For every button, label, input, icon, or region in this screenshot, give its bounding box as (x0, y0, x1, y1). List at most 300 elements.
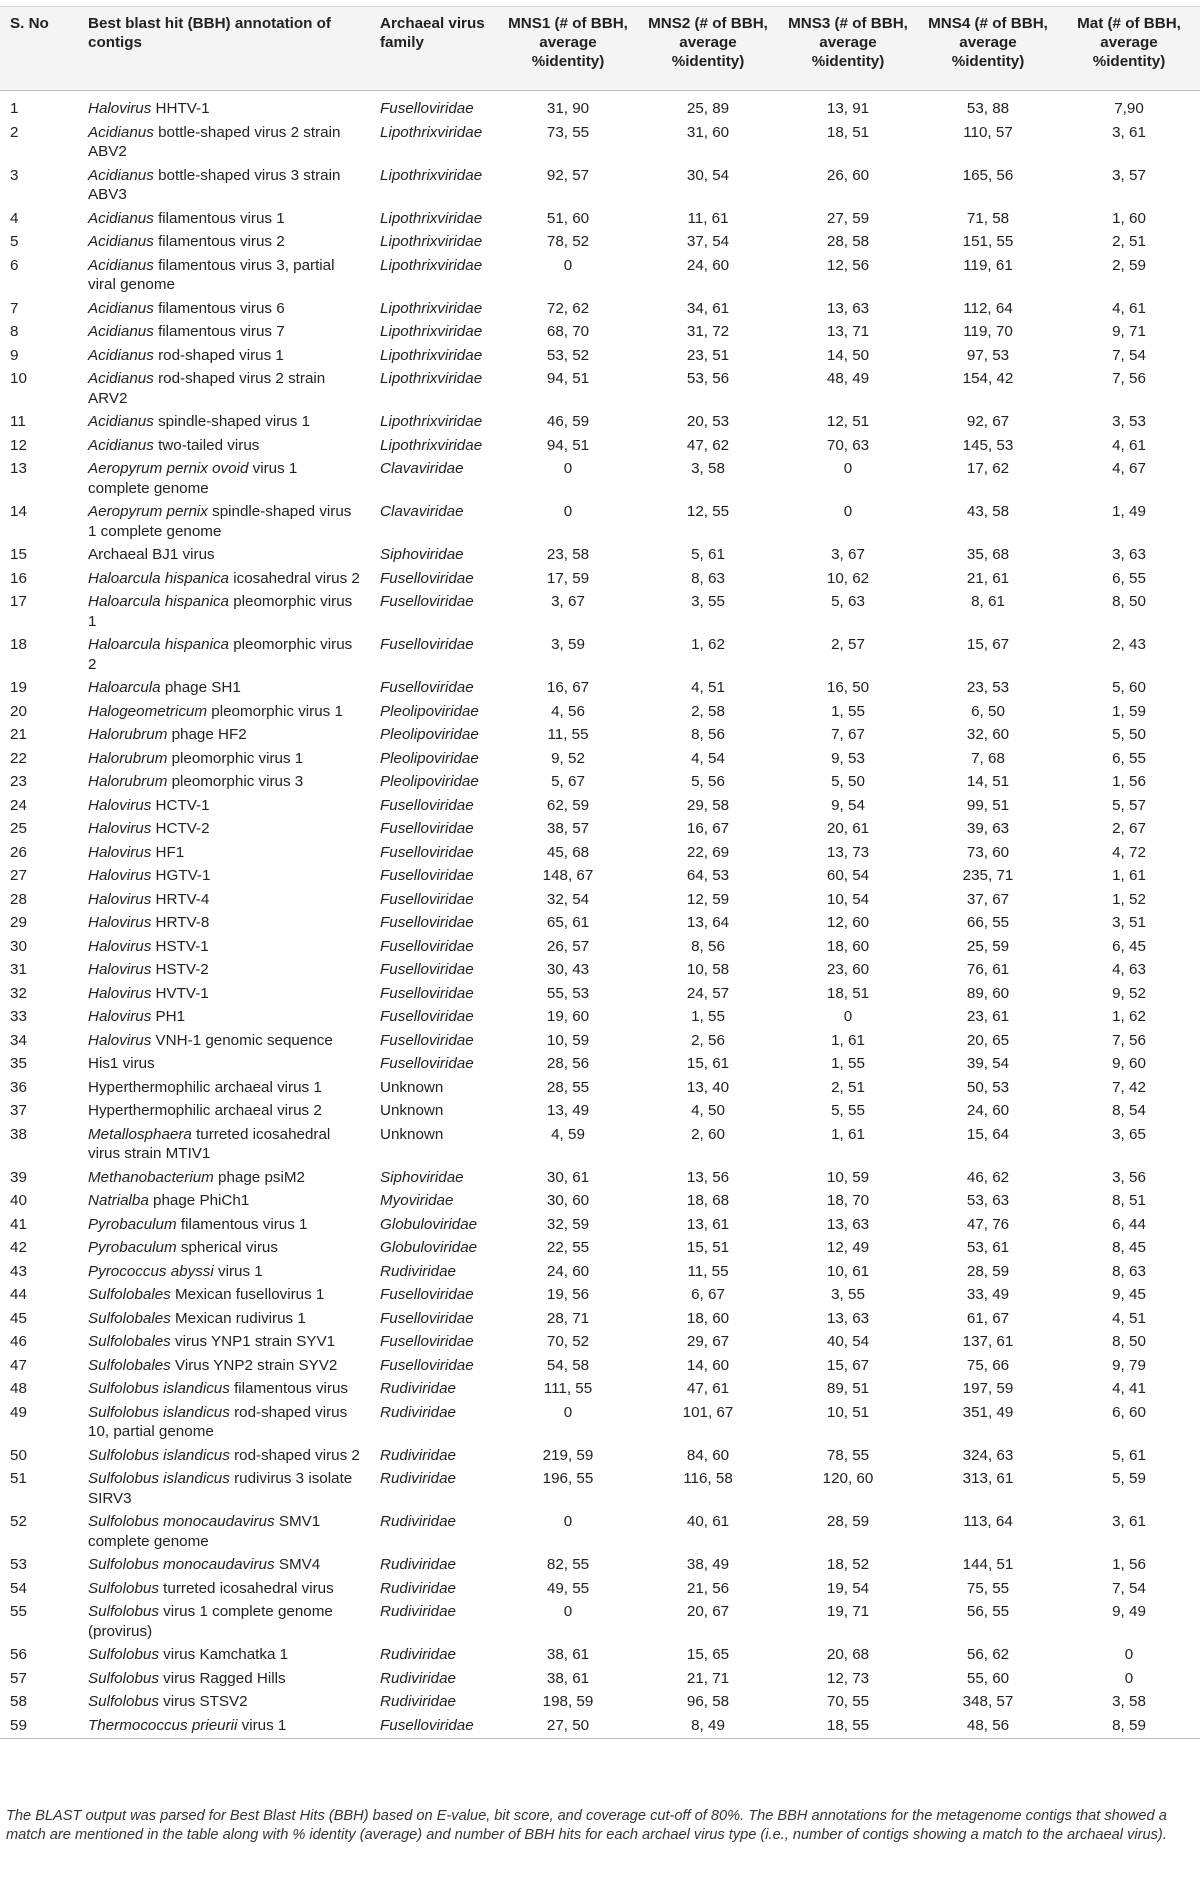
cell-mns4: 50, 53 (966, 1078, 1010, 1096)
species-name: Halovirus (88, 1008, 152, 1025)
cell-family: Lipothrixviridae (380, 166, 483, 184)
cell-mns1: 78, 52 (546, 233, 590, 250)
cell-mns1: 26, 57 (546, 937, 590, 955)
table-row (0, 1003, 1200, 1027)
species-name: Natrialba (88, 1192, 149, 1209)
cell-mns4: 97, 53 (966, 346, 1010, 364)
cell-mns1: 11, 55 (547, 726, 589, 743)
cell-annotation (78, 541, 370, 565)
cell-mns1: 23, 58 (546, 546, 590, 563)
species-name: Halorubrum (88, 749, 168, 767)
annotation-text: HSTV-1 (151, 937, 209, 955)
cell-mat: 5, 50 (1112, 726, 1146, 743)
species-name: Sulfolobales (88, 1309, 171, 1327)
cell-mns3: 13, 71 (826, 323, 870, 340)
cell-annotation (78, 1027, 370, 1051)
cell-mns4: 43, 58 (966, 503, 1010, 520)
cell-mns2: 2, 60 (691, 1125, 725, 1143)
cell-mns1: 0 (563, 1403, 573, 1421)
annotation-text: filamentous virus 7 (153, 323, 285, 340)
cell-mns2: 22, 69 (686, 843, 730, 861)
cell-mat: 1, 56 (1112, 773, 1146, 790)
cell-mns3: 3, 55 (831, 1286, 865, 1303)
annotation-text: Mexican rudivirus 1 (170, 1309, 306, 1327)
cell-annotation (78, 674, 370, 698)
cell-annotation (78, 1551, 370, 1575)
cell-annotation (78, 1003, 370, 1027)
cell-sno: 32 (10, 984, 27, 1002)
species-name: Aeropyrum pernix ovoid (88, 460, 249, 477)
species-name: Acidianus (88, 233, 154, 250)
table-row (0, 745, 1200, 769)
cell-sno: 5 (10, 233, 19, 250)
cell-mns4: 313, 61 (962, 1470, 1014, 1487)
annotation-text: filamentous virus 1 (176, 1215, 308, 1233)
table-row (0, 432, 1200, 456)
cell-mns3: 18, 51 (826, 123, 870, 141)
table-row (0, 1508, 1200, 1551)
annotation-text: spindle-shaped virus 1 complete genome (88, 503, 352, 540)
cell-sno: 37 (10, 1102, 27, 1119)
species-name: Haloarcula (88, 679, 161, 696)
cell-mns2: 13, 56 (686, 1168, 730, 1186)
cell-mat: 3, 56 (1112, 1168, 1146, 1186)
cell-mns3: 48, 49 (826, 370, 870, 387)
table-row (0, 1641, 1200, 1665)
table-row (0, 1328, 1200, 1352)
species-name: Halovirus (88, 820, 152, 837)
cell-sno: 31 (10, 961, 27, 978)
cell-mns2: 3, 55 (691, 593, 725, 610)
cell-sno: 28 (10, 890, 27, 908)
cell-mns4: 24, 60 (966, 1102, 1010, 1119)
cell-mat: 7, 56 (1112, 370, 1146, 387)
annotation-text: virus 1 (213, 1262, 263, 1280)
cell-annotation (78, 980, 370, 1004)
cell-mat: 2, 51 (1112, 233, 1146, 250)
table-row (0, 1258, 1200, 1282)
cell-mns4: 197, 59 (962, 1380, 1014, 1397)
cell-mat: 8, 50 (1112, 1333, 1146, 1350)
cell-sno: 53 (10, 1556, 27, 1573)
cell-mat: 3, 53 (1112, 413, 1146, 430)
cell-sno: 14 (10, 503, 27, 520)
species-name: Acidianus (88, 123, 154, 141)
cell-family: Unknown (380, 1078, 444, 1096)
cell-annotation (78, 1665, 370, 1689)
cell-mns2: 8, 56 (691, 726, 725, 743)
annotation-text: Hyperthermophilic archaeal virus 1 (88, 1078, 322, 1096)
cell-mns3: 23, 60 (826, 961, 870, 978)
cell-family: Rudiviridae (380, 1403, 456, 1421)
cell-mns2: 2, 56 (691, 1031, 725, 1049)
cell-mns3: 10, 54 (826, 890, 870, 908)
annotation-text: phage SH1 (160, 679, 241, 696)
cell-mns3: 12, 49 (826, 1239, 870, 1256)
cell-mns1: 30, 43 (546, 961, 590, 978)
cell-mns3: 2, 51 (831, 1078, 865, 1096)
cell-family: Fuselloviridae (380, 796, 474, 814)
cell-mns4: 113, 64 (963, 1513, 1013, 1530)
cell-annotation (78, 1575, 370, 1599)
cell-mat: 2, 43 (1112, 636, 1146, 653)
cell-mns1: 53, 52 (546, 346, 590, 364)
cell-mns1: 27, 50 (498, 1712, 638, 1739)
cell-sno: 25 (10, 820, 27, 837)
species-name: Sulfolobus islandicus (88, 1380, 230, 1397)
cell-mns1: 62, 59 (546, 796, 590, 814)
header-mat: Mat (# of BBH, average %identity) (1058, 7, 1200, 91)
cell-mns1: 51, 60 (546, 209, 590, 227)
cell-annotation (78, 365, 370, 408)
cell-annotation (78, 1121, 370, 1164)
annotation-text: HGTV-1 (151, 867, 211, 884)
cell-mns4: 37, 67 (966, 890, 1010, 908)
cell-family: Siphoviridae (380, 546, 464, 563)
cell-mns3: 18, 51 (826, 984, 870, 1002)
cell-mns3: 12, 60 (826, 914, 870, 931)
cell-mns3: 70, 63 (826, 436, 870, 454)
cell-family: Myoviridae (380, 1192, 454, 1209)
annotation-text: filamentous virus 6 (153, 299, 285, 317)
cell-mns3: 70, 55 (826, 1693, 870, 1710)
table-row (0, 1575, 1200, 1599)
cell-family: Fuselloviridae (380, 100, 474, 117)
cell-sno: 47 (10, 1356, 27, 1374)
table-row (0, 674, 1200, 698)
cell-mat: 6, 44 (1112, 1215, 1146, 1233)
cell-mat: 9, 49 (1112, 1603, 1146, 1620)
species-name: Thermococcus prieurii (88, 1716, 238, 1734)
annotation-text: pleomorphic virus 1 (88, 593, 353, 630)
table-row (0, 792, 1200, 816)
table-row (0, 1352, 1200, 1376)
cell-mns1: 9, 52 (551, 749, 585, 767)
cell-sno: 54 (10, 1579, 27, 1597)
cell-family: Unknown (380, 1102, 444, 1119)
table-row (0, 1121, 1200, 1164)
table-row (0, 815, 1200, 839)
cell-mns1: 45, 68 (546, 843, 590, 861)
cell-sno: 6 (10, 256, 19, 274)
cell-sno: 39 (10, 1168, 27, 1186)
species-name: Sulfolobales (88, 1356, 171, 1374)
cell-mat: 8, 59 (1058, 1712, 1200, 1739)
cell-sno: 18 (10, 636, 27, 653)
cell-mns3: 2, 57 (831, 636, 865, 653)
cell-family: Fuselloviridae (380, 1286, 474, 1303)
cell-mns4: 56, 62 (966, 1646, 1010, 1663)
cell-mat: 7, 54 (1112, 346, 1146, 364)
cell-annotation (78, 162, 370, 205)
cell-mns4: 39, 54 (966, 1055, 1010, 1072)
annotation-text: virus 1 complete genome (provirus) (88, 1603, 333, 1640)
cell-mns4: 73, 60 (966, 843, 1010, 861)
cell-mat: 3, 58 (1112, 1693, 1146, 1710)
annotation-text: filamentous virus 1 (153, 209, 285, 227)
table-row (0, 980, 1200, 1004)
cell-family: Pleolipoviridae (380, 726, 479, 743)
cell-mns3: 18, 60 (826, 937, 870, 955)
cell-annotation (78, 631, 370, 674)
cell-mns4: 53, 63 (966, 1192, 1010, 1209)
cell-sno: 20 (10, 702, 27, 720)
species-name: Halovirus (88, 867, 152, 884)
cell-annotation (78, 1164, 370, 1188)
table-row (0, 1442, 1200, 1466)
cell-mns4: 110, 57 (963, 123, 1013, 141)
cell-mns4: 21, 61 (966, 569, 1010, 587)
cell-annotation (78, 956, 370, 980)
cell-family: Siphoviridae (380, 1168, 464, 1186)
cell-mat: 8, 51 (1112, 1192, 1146, 1209)
cell-mns1: 219, 59 (542, 1446, 594, 1464)
annotation-text: pleomorphic virus 1 (167, 749, 304, 767)
cell-mns4: 6, 50 (971, 702, 1005, 720)
cell-family: Lipothrixviridae (380, 123, 483, 141)
cell-mat: 0 (1124, 1646, 1134, 1663)
cell-sno: 1 (10, 100, 19, 117)
cell-mns1: 111, 55 (543, 1380, 593, 1397)
cell-sno: 34 (10, 1031, 27, 1049)
cell-mns1: 32, 54 (546, 890, 590, 908)
annotation-text: virus Ragged Hills (158, 1669, 286, 1687)
cell-family: Fuselloviridae (380, 1356, 474, 1374)
annotation-text: HRTV-8 (151, 914, 210, 931)
cell-mns1: 17, 59 (546, 569, 590, 587)
cell-mns2: 5, 56 (691, 773, 725, 790)
cell-sno: 58 (10, 1693, 27, 1710)
annotation-text: two-tailed virus (153, 436, 260, 454)
cell-annotation (78, 588, 370, 631)
species-name: Acidianus (88, 346, 154, 364)
species-name: Pyrococcus abyssi (88, 1262, 214, 1280)
species-name: Sulfolobus (88, 1603, 159, 1620)
cell-annotation (78, 432, 370, 456)
cell-mns3: 15, 67 (826, 1356, 870, 1374)
cell-sno: 41 (10, 1215, 27, 1233)
cell-mns2: 4, 50 (691, 1102, 725, 1119)
table-row (0, 909, 1200, 933)
cell-mns4: 33, 49 (966, 1286, 1010, 1303)
cell-mns2: 4, 54 (691, 749, 725, 767)
table-row (0, 1097, 1200, 1121)
cell-sno: 22 (10, 749, 27, 767)
cell-mns1: 30, 60 (546, 1192, 590, 1209)
species-name: Sulfolobus islandicus (88, 1470, 230, 1487)
cell-sno: 2 (10, 123, 19, 141)
cell-family: Fuselloviridae (370, 1712, 498, 1739)
species-name: Metallosphaera (88, 1125, 192, 1143)
cell-mns4: 75, 66 (966, 1356, 1010, 1374)
cell-mat: 3, 61 (1112, 123, 1146, 141)
cell-mns1: 24, 60 (546, 1262, 590, 1280)
cell-mns1: 4, 59 (551, 1125, 585, 1143)
annotation-text: rod-shaped virus 2 (229, 1446, 360, 1464)
annotation-text: rod-shaped virus 1 (153, 346, 284, 364)
cell-mns2: 8, 63 (691, 569, 725, 587)
cell-mns3: 13, 63 (826, 1309, 870, 1327)
cell-mns2: 25, 89 (686, 100, 730, 117)
cell-mat: 5, 59 (1112, 1470, 1146, 1487)
cell-sno: 52 (10, 1513, 27, 1530)
cell-mns4: 46, 62 (966, 1168, 1010, 1186)
cell-mns4: 7, 68 (971, 749, 1005, 767)
bbh-table (0, 6, 1200, 1739)
cell-family: Rudiviridae (380, 1446, 456, 1464)
cell-mns4: 32, 60 (966, 726, 1010, 743)
cell-mns1: 38, 61 (546, 1669, 590, 1687)
cell-mns1: 92, 57 (546, 166, 590, 184)
cell-sno: 7 (10, 299, 19, 317)
cell-mns4: 145, 53 (962, 436, 1014, 454)
cell-mns2: 116, 58 (683, 1470, 733, 1487)
cell-mns1: 94, 51 (546, 370, 590, 387)
cell-family: Pleolipoviridae (380, 749, 479, 767)
cell-family: Pleolipoviridae (380, 773, 479, 790)
species-name: Sulfolobus (88, 1579, 159, 1597)
cell-mat: 3, 65 (1112, 1125, 1146, 1143)
cell-mns1: 54, 58 (546, 1356, 590, 1374)
cell-annotation (78, 721, 370, 745)
table-row (0, 365, 1200, 408)
cell-mns2: 12, 59 (686, 890, 730, 908)
cell-mns3: 12, 51 (826, 413, 870, 430)
cell-family: Clavaviridae (380, 503, 464, 520)
cell-mns2: 20, 53 (686, 413, 730, 430)
cell-mns1: 0 (563, 460, 573, 477)
cell-sno: 24 (10, 796, 27, 814)
species-name: Halovirus (88, 796, 152, 814)
cell-family: Lipothrixviridae (380, 346, 483, 364)
cell-mns3: 9, 53 (831, 749, 865, 767)
table-row (0, 1281, 1200, 1305)
cell-sno: 16 (10, 569, 27, 587)
annotation-text: rod-shaped virus 2 strain ARV2 (88, 370, 326, 407)
cell-mns3: 1, 55 (831, 702, 865, 720)
cell-mns4: 23, 53 (966, 679, 1010, 696)
cell-family: Unknown (380, 1125, 444, 1143)
cell-mat: 4, 61 (1112, 299, 1146, 317)
cell-sno: 21 (10, 726, 27, 743)
cell-mat: 6, 45 (1112, 937, 1146, 955)
cell-mns4: 53, 61 (966, 1239, 1010, 1256)
cell-sno: 51 (10, 1470, 27, 1487)
cell-mat: 5, 61 (1112, 1446, 1146, 1464)
cell-mns2: 38, 49 (686, 1556, 730, 1573)
cell-mns1: 22, 55 (546, 1239, 590, 1256)
cell-mns3: 13, 73 (826, 843, 870, 861)
cell-sno: 50 (10, 1446, 27, 1464)
annotation-text: filamentous virus (229, 1380, 349, 1397)
cell-family: Fuselloviridae (380, 1055, 474, 1072)
cell-mat: 6, 55 (1112, 749, 1146, 767)
cell-annotation (78, 565, 370, 589)
annotation-text: Hyperthermophilic archaeal virus 2 (88, 1102, 322, 1119)
cell-sno: 59 (0, 1712, 78, 1739)
cell-mns2: 13, 40 (686, 1078, 730, 1096)
header-mns4: MNS4 (# of BBH, average %identity) (918, 7, 1058, 91)
cell-mns3: 12, 73 (826, 1669, 870, 1687)
annotation-text: VNH-1 genomic sequence (151, 1031, 333, 1049)
cell-mat: 0 (1124, 1669, 1134, 1687)
cell-family: Lipothrixviridae (380, 413, 483, 430)
annotation-text: rod-shaped virus 10, partial genome (88, 1403, 348, 1440)
cell-family: Fuselloviridae (380, 843, 474, 861)
cell-mns1: 73, 55 (546, 123, 590, 141)
species-name: Sulfolobus (88, 1693, 159, 1710)
cell-mat: 9, 79 (1112, 1356, 1146, 1374)
species-name: Sulfolobus monocaudavirus (88, 1556, 275, 1573)
cell-mns1: 65, 61 (546, 914, 590, 931)
cell-family: Rudiviridae (380, 1579, 456, 1597)
cell-mns2: 47, 61 (686, 1380, 730, 1397)
cell-mns2: 30, 54 (686, 166, 730, 184)
cell-sno: 3 (10, 166, 19, 184)
cell-mns3: 1, 61 (831, 1125, 865, 1143)
cell-family: Fuselloviridae (380, 914, 474, 931)
cell-family: Fuselloviridae (380, 867, 474, 884)
table-row (0, 956, 1200, 980)
cell-mns3: 27, 59 (826, 209, 870, 227)
cell-mns1: 0 (563, 1603, 573, 1620)
cell-mns4: 71, 58 (966, 209, 1010, 227)
cell-sno: 56 (10, 1646, 27, 1663)
cell-sno: 27 (10, 867, 27, 884)
cell-annotation (78, 1187, 370, 1211)
cell-mns2: 11, 61 (687, 209, 729, 227)
annotation-text: pleomorphic virus 3 (167, 773, 304, 790)
table-row (0, 1187, 1200, 1211)
cell-mns1: 28, 71 (546, 1309, 590, 1327)
cell-sno: 38 (10, 1125, 27, 1143)
annotation-text: bottle-shaped virus 3 strain ABV3 (88, 166, 341, 203)
cell-mat: 9, 60 (1112, 1055, 1146, 1072)
species-name: Acidianus (88, 299, 154, 317)
cell-mns4: 15, 64 (966, 1125, 1010, 1143)
cell-family: Rudiviridae (380, 1556, 456, 1573)
cell-mns1: 5, 67 (551, 773, 585, 790)
cell-mns1: 38, 57 (546, 820, 590, 837)
species-name: Acidianus (88, 370, 154, 387)
table-row (0, 119, 1200, 162)
table-row (0, 1665, 1200, 1689)
annotation-text: virus 1 (237, 1716, 287, 1734)
cell-mns3: 14, 50 (826, 346, 870, 364)
cell-mns3: 13, 91 (826, 100, 870, 117)
cell-annotation (78, 792, 370, 816)
cell-family: Clavaviridae (380, 460, 464, 477)
annotation-text: virus YNP1 strain SYV1 (170, 1333, 336, 1350)
annotation-text: HHTV-1 (151, 100, 210, 117)
species-name: Haloarcula hispanica (88, 569, 229, 587)
cell-mns1: 49, 55 (546, 1579, 590, 1597)
cell-family: Fuselloviridae (380, 569, 474, 587)
cell-mns2: 24, 57 (686, 984, 730, 1002)
cell-mns4: 47, 76 (966, 1215, 1010, 1233)
annotation-text: virus Kamchatka 1 (158, 1646, 289, 1663)
cell-sno: 46 (10, 1333, 27, 1350)
cell-mns4: 15, 67 (966, 636, 1010, 653)
cell-mns4: 144, 51 (962, 1556, 1014, 1573)
cell-sno: 8 (10, 323, 19, 340)
cell-mns2: 10, 58 (686, 961, 730, 978)
table-row (0, 1399, 1200, 1442)
cell-mat: 2, 59 (1112, 256, 1146, 274)
species-name: Sulfolobus islandicus (88, 1403, 230, 1421)
cell-mns3: 18, 70 (826, 1192, 870, 1209)
cell-annotation (78, 1281, 370, 1305)
